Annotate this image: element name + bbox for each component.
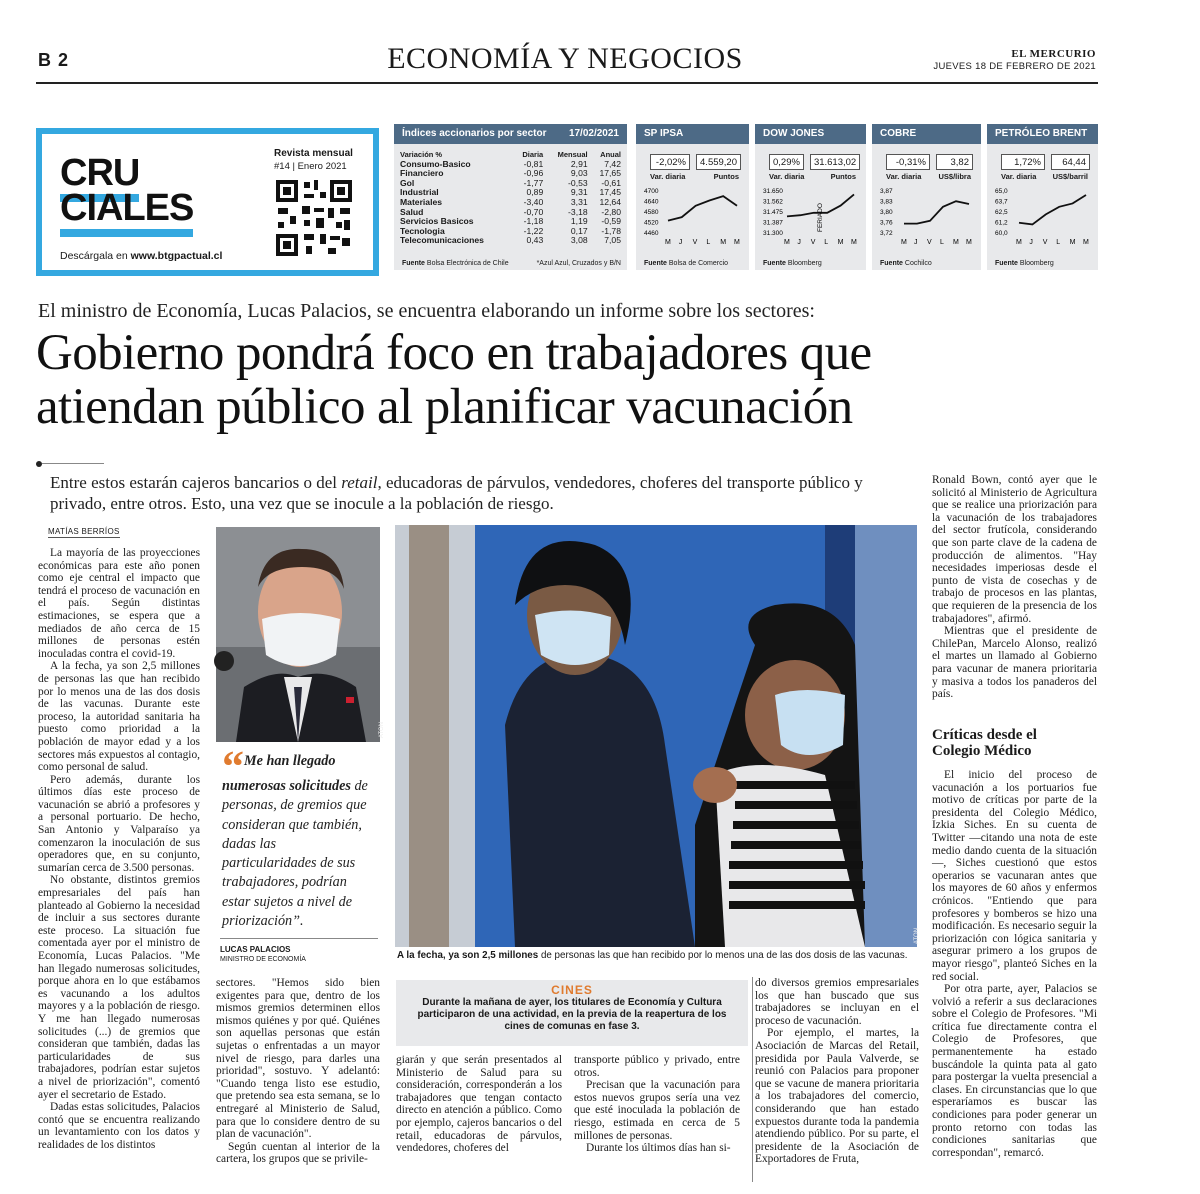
column-4 (574, 1054, 740, 1155)
market-daily-var: -0,31% (886, 154, 930, 170)
chart-y-tick: 4520 (644, 219, 659, 227)
photo-caption (397, 950, 922, 962)
market-source-label: Fuente (763, 260, 788, 267)
market-value-label: US$/libra (938, 172, 971, 181)
paragraph: Dadas estas solicitudes, Palacios contó que se encuentra realizando un levantamiento con los datos y realidades de los distintos (38, 1101, 200, 1151)
chart-y-tick: 3,83 (880, 198, 893, 206)
chart-y-tick: 62,5 (995, 209, 1008, 216)
paragraph: transporte público y privado, entre otros. (574, 1054, 740, 1079)
sector-value: -1,77 (523, 177, 544, 188)
chart-x-tick: M (966, 239, 972, 246)
chart-series-line (668, 196, 737, 221)
chart-y-tick: 4640 (644, 198, 659, 206)
sector-name: Tecnologia (400, 225, 445, 236)
vaccination-photo (395, 525, 920, 947)
chart-x-tick: L (940, 239, 944, 246)
chart-x-tick: J (914, 239, 918, 246)
column-2-text-b: Según cuentan al interior de la cartera, los grupos que se privile- (216, 1140, 380, 1166)
market-value: 4.559,20 (696, 154, 741, 170)
sector-value: -0,53 (568, 177, 588, 188)
chart-y-tick: 3,76 (880, 219, 893, 227)
quote-role: MINISTRO DE ECONOMÍA (220, 956, 306, 963)
headline-line1: Gobierno pondrá foco en trabajadores que (36, 325, 872, 381)
ad-magazine: Revista mensual (274, 148, 353, 159)
sector-table-header (394, 124, 627, 144)
market-daily-var: -2,02% (650, 154, 690, 170)
sector-value: -0,81 (523, 158, 544, 169)
market-var-label: Var. diaria (1001, 172, 1037, 181)
cines-title: CINES (551, 983, 593, 997)
sector-table-source (402, 260, 509, 267)
subhead-line1: Críticas desde el (932, 727, 1037, 743)
chart-x-tick: V (927, 239, 932, 246)
sector-col-header: Variación % (400, 150, 443, 159)
minister-photo (216, 527, 385, 742)
sector-value: -3,18 (568, 206, 588, 217)
article-lead (50, 472, 880, 514)
market-name: PETRÓLEO BRENT (987, 124, 1098, 144)
chart-x-tick: M (720, 239, 727, 246)
sector-value: 12,64 (599, 196, 621, 207)
chart-y-tick: 61,2 (995, 219, 1008, 227)
column-2 (216, 977, 380, 1166)
market-name: COBRE (872, 124, 981, 144)
market-name: DOW JONES (755, 124, 866, 144)
sector-value: 9,03 (570, 168, 588, 179)
caption-rest: de personas las que han recibido por lo menos una de las dos dosis de las vacunas. (538, 950, 908, 961)
paragraph: do diversos gremios empresariales los que han buscado que sus trabajadores se incluyan en el proceso de vacunación. (755, 977, 919, 1027)
lead-text-1: Entre estos estarán cajeros bancarios o del (50, 473, 342, 492)
market-source-name: Bloomberg (787, 260, 822, 267)
chart-x-tick: L (1056, 239, 1061, 246)
sector-value: -1,22 (523, 225, 544, 236)
chart-x-tick: J (678, 239, 683, 246)
paragraph: A la fecha, ya son 2,5 millones de personas las que han recibido por lo menos una de las dos dosis de las vacunas. Durante este proceso, la autoridad sanitaria ha puesto como prioridad a la población de mayor edad y a los sectores más expuestos al contagio, como personal de salud. (38, 660, 200, 774)
market-source-label: Fuente (880, 260, 905, 267)
chart-x-tick: M (1069, 239, 1076, 246)
market-daily-var: 0,29% (769, 154, 804, 170)
market-source-label: Fuente (995, 260, 1020, 267)
paragraph: Por otra parte, ayer, Palacios se volvió a referir a sus declaraciones sobre el Colegio de Profesores. "Mi crítica fue directamente contra el Colegio de Profesores, que permanentemente ha estado buscándole la quinta pata al gato para postergar la vuelta presencial a clases. En circunstancias que lo que esperaríamos es buscar las condiciones para poder generar un pronto retorno con todas las condiciones sanitarias que correspondan", remarcó. (932, 983, 1097, 1159)
sector-value: 3,08 (570, 235, 588, 246)
headline-line2: atiendan público al planificar vacunación (36, 379, 853, 435)
sector-table-grid (398, 150, 623, 246)
chart-x-tick: V (1042, 239, 1048, 246)
chart-y-tick: 4460 (644, 230, 659, 237)
paragraph: No obstante, distintos gremios empresariales del país han planteado al Gobierno la necesidad de incluir a sus sectores durante este proceso. La situación fue comentada ayer por el ministro de Economía, Lucas Palacios. "Me han llegado numerosas solicitudes, porque ahora en lo que estábamos es vacunando a los adultos mayores y a la población de riesgo. Y me han llegado numerosas solicitudes (...) de gremios que consideran que también, dadas las particularidades de sus trabajadores, podrían estar sujetos a nivel de priorización", comentó ayer el secretario de Estado. (38, 874, 200, 1101)
market-brent (987, 124, 1098, 270)
ad-banner[interactable] (36, 128, 379, 276)
chart-y-tick: 31.562 (763, 198, 783, 206)
sector-value: 7,42 (604, 158, 621, 169)
sector-value: -2,80 (601, 206, 621, 217)
market-value-label: US$/barril (1052, 172, 1088, 181)
chart-x-tick: V (692, 239, 698, 246)
paragraph: Por ejemplo, el martes, la Asociación de Marcas del Retail, presidida por Paula Valverde, se reunió con Palacios para proponer que se vacune de manera prioritaria a los trabajadores del comercio, considerando que han estado expuestos durante toda la pandemia atendiendo público. Por su parte, el presidente de la Asociación de Exportadores de Fruta, (755, 1027, 919, 1166)
column-5 (755, 977, 919, 1166)
market-value-label: Puntos (830, 172, 856, 181)
sector-name: Consumo-Basico (400, 158, 471, 169)
paragraph: La mayoría de las proyecciones económicas para este año ponen como eje central el impacto que tendrá el proceso de vacunación en el país. Según distintas estimaciones, se espera que a mediados de año cerca de 15 millones de personas estén inoculadas contra el covid-19. (38, 547, 200, 660)
chart-x-tick: M (665, 239, 671, 246)
market-source (763, 260, 822, 267)
market-dow-jones (755, 124, 866, 270)
quote-end: ”. (292, 913, 304, 930)
market-chart (636, 184, 749, 248)
market-var-label: Var. diaria (886, 172, 922, 181)
cines-text: Durante la mañana de ayer, los titulares de Economía y Cultura participaron de una actividad, en la previa de la reapertura de los cines de comunas en fase 3. (417, 997, 727, 1032)
chart-y-tick: 31.650 (763, 188, 783, 195)
market-chart (987, 184, 1098, 248)
lead-bullet (36, 461, 42, 467)
chart-x-tick: M (1083, 239, 1089, 246)
sector-name: Telecomunicaciones (400, 235, 484, 246)
ad-download-url[interactable]: www.btgpactual.cl (130, 250, 223, 262)
market-daily-var: 1,72% (1001, 154, 1045, 170)
sector-table-source-name: Bolsa Electrónica de Chile (426, 260, 509, 267)
chart-x-tick: M (851, 239, 857, 246)
chart-x-tick: M (901, 239, 907, 246)
section-title: ECONOMÍA Y NEGOCIOS (387, 42, 743, 75)
pull-quote (222, 742, 374, 931)
publication-name: EL MERCURIO (1011, 48, 1096, 60)
sector-name: Salud (400, 206, 424, 217)
lead-rule (42, 463, 104, 464)
column-6a (932, 474, 1097, 701)
column-1 (38, 547, 200, 1152)
sector-value: 17,65 (599, 168, 621, 179)
chart-x-tick: V (810, 239, 816, 246)
sector-value: 7,05 (604, 235, 621, 246)
market-value: 3,82 (936, 154, 973, 170)
market-value: 31.613,02 (810, 154, 860, 170)
chart-y-tick: 65,0 (995, 188, 1008, 195)
market-source-name: Bloomberg (1019, 260, 1054, 267)
market-copper (872, 124, 981, 270)
sector-table-note: *Azul Azul, Cruzados y B/N (536, 260, 621, 267)
column-2-text: sectores. "Hemos sido bien exigentes para que, dentro de los mismos gremios determinen ellos mismos quiénes y por qué. Quiénes son aquellas personas que están sujetas o enfrentadas a un mayor nivel de riesgo, para darles una prioridad", sostuvo. Y adelantó: "Cuando tenga listo ese estudio, que pretendo sea esta semana, se lo entregaré al Ministerio de Salud, para que lo considere dentro de su plan de vacunación". (216, 977, 380, 1141)
quote-rule (220, 938, 378, 939)
chart-x-tick: J (1029, 239, 1033, 246)
paragraph: Mientras que el presidente de ChilePan, Marcelo Alonso, realizó el martes un llamado al Gobierno para vacunar de manera prioritaria y masiva a todos los panaderos del país. (932, 625, 1097, 701)
sector-row (398, 198, 623, 208)
sector-row (398, 169, 623, 179)
chart-series-line (1019, 195, 1086, 224)
sector-value: -1,78 (601, 225, 621, 236)
article-kicker: El ministro de Economía, Lucas Palacios, se encuentra elaborando un informe sobre los sectores: (38, 300, 815, 322)
sector-name: Gol (400, 177, 415, 188)
chart-holiday-label: FERIADO (816, 203, 824, 232)
qr-code-icon[interactable] (274, 178, 354, 258)
chart-x-tick: M (953, 239, 959, 246)
sector-col-header: Mensual (557, 150, 588, 159)
chart-y-tick: 63,7 (995, 198, 1008, 206)
sector-value: 9,31 (570, 187, 588, 198)
paragraph: Durante los últimos días han si- (586, 1142, 731, 1155)
byline: MATÍAS BERRÍOS (48, 527, 120, 536)
sector-index-table (394, 124, 627, 270)
sector-value: 0,89 (526, 187, 544, 198)
paragraph: El inicio del proceso de vacunación a los portuarios fue motivo de críticas por parte de la presidenta del Colegio Médico, Izkia Siches. En su cuenta de Twitter —citando una nota de este medio dando cuenta de la situación—, Siches cuestionó que estos operarios se vacunaran antes que los mayores de 60 años y enfermos crónicos. "Entiendo que para profesores y bomberos se hizo una modificación. Es necesario seguir la priorización con lógica sanitaria y asegurar primero a los grupos de mayor riesgo", planteó Siches en la red social. (932, 769, 1097, 983)
market-var-label: Var. diaria (769, 172, 805, 181)
column-3-text: giarán y que serán presentados al Ministerio de Salud para su consideración, corresponderán a los trabajadores que tengan contacto directo en atención a público. Como por ejemplo, cajeros bancarios o del retail, educadoras de párvulos, vendedores, choferes del (396, 1054, 562, 1155)
chart-x-tick: L (706, 239, 711, 246)
sector-value: -1,18 (523, 216, 544, 227)
chart-y-tick: 3,80 (880, 209, 893, 216)
vaccination-photo-credit: ATON (913, 927, 920, 945)
subhead-line2: Colegio Médico (932, 743, 1032, 759)
sector-row (398, 236, 623, 246)
sector-name: Materiales (400, 196, 443, 207)
chart-x-tick: M (784, 239, 790, 246)
market-value: 64,44 (1051, 154, 1090, 170)
sector-col-header: Anual (600, 150, 621, 159)
chart-y-tick: 31.387 (763, 219, 783, 227)
sector-value: 17,45 (599, 187, 621, 198)
sector-value: -0,96 (523, 168, 544, 179)
chart-x-tick: M (1016, 239, 1022, 246)
market-source (644, 260, 728, 267)
ad-logo (60, 152, 194, 229)
chart-y-tick: 3,72 (880, 230, 893, 237)
cines-rule (752, 977, 753, 1182)
sector-value: 1,19 (570, 216, 588, 227)
chart-series-line (904, 201, 969, 223)
chart-y-tick: 3,87 (880, 188, 893, 195)
quote-mark-icon: “ (222, 742, 244, 791)
ad-logo-line2: CIALES (60, 187, 193, 237)
market-value-label: Puntos (713, 172, 739, 181)
sector-table-source-label: Fuente (402, 260, 425, 267)
chart-y-tick: 60,0 (995, 230, 1008, 237)
chart-x-tick: M (734, 239, 740, 246)
paragraph: Precisan que la vacunación para estos nuevos grupos sería una vez que esté inoculada la población de riesgo, estimada en cerca de 5 millones de personas. (574, 1079, 740, 1142)
ad-issue: #14 | Enero 2021 (274, 161, 347, 172)
header-rule (36, 82, 1098, 84)
market-source-label: Fuente (644, 260, 669, 267)
chart-x-tick: J (797, 239, 801, 246)
market-chart (872, 184, 981, 248)
column-3 (396, 1054, 562, 1155)
market-var-label: Var. diaria (650, 172, 686, 181)
article-headline (36, 326, 872, 434)
subhead (932, 727, 1037, 759)
sector-value: -0,61 (601, 177, 621, 188)
quote-rest: de personas, de gremios que consideran que también, dadas las particularidades de sus trabajadores, podrían estar sujetos a nivel de priorización (222, 778, 368, 930)
market-source (880, 260, 932, 267)
issue-date: JUEVES 18 DE FEBRERO DE 2021 (933, 61, 1096, 72)
market-source (995, 260, 1054, 267)
cines-box (396, 980, 748, 1046)
market-ipsa (636, 124, 749, 270)
paragraph: Ronald Bown, contó ayer que le solicitó al Ministerio de Agricultura que se realice una priorización para la vacunación de los trabajadores del sector frutícola, considerando que son parte clave de la cadena de producción de alimentos. "Hay necesidades imperiosas desde el punto de vista de cosechas y de trabajo de procesos en las plantas, que requieren de la presencia de los trabajadores", afirmó. (932, 474, 1097, 625)
ad-download (60, 250, 222, 262)
sector-name: Industrial (400, 187, 439, 198)
minister-photo-credit: ATON (378, 721, 385, 739)
sector-table-title: Índices accionarios por sector (402, 128, 547, 139)
chart-y-tick: 31.300 (763, 230, 783, 237)
chart-y-tick: 4700 (644, 188, 659, 195)
page-number: B 2 (38, 50, 70, 70)
sector-value: 2,91 (570, 158, 588, 169)
sector-name: Financiero (400, 168, 444, 179)
market-chart (755, 184, 866, 248)
ad-download-prefix: Descárgala en (60, 250, 131, 262)
market-source-name: Bolsa de Comercio (668, 260, 729, 267)
sector-col-header: Diaria (522, 150, 544, 159)
sector-value: -3,40 (523, 196, 544, 207)
quote-author: LUCAS PALACIOS (220, 945, 291, 954)
chart-y-tick: 31.475 (763, 209, 783, 216)
chart-x-tick: L (824, 239, 829, 246)
ad-logo-line1: CRU (60, 152, 139, 202)
quote-bold: Me han llegado numerosas solicitudes (222, 753, 351, 794)
paragraph: Pero además, durante los últimos días este proceso de vacunación se abrió a profesores y a personal portuario. De hecho, San Antonio y Valparaíso ya comenzaron la inoculación de sus operadores que, en su conjunto, sumarían cerca de 3.500 personas. (38, 773, 200, 874)
sector-value: -0,59 (601, 216, 621, 227)
sector-table-date: 17/02/2021 (568, 128, 619, 139)
sector-value: 0,17 (570, 225, 588, 236)
sector-value: 3,31 (570, 196, 588, 207)
sector-value: 0,43 (526, 235, 544, 246)
chart-y-tick: 4580 (644, 209, 659, 216)
market-source-name: Cochilco (904, 260, 932, 267)
market-name: SP IPSA (636, 124, 749, 144)
sector-value: -0,70 (523, 206, 544, 217)
sector-name: Servicios Basicos (400, 216, 474, 227)
caption-bold: A la fecha, ya son 2,5 millones (397, 950, 539, 961)
lead-text-2: , educadoras de párvulos, vendedores, choferes del transporte público y privado, entre otros. Esto, una vez que se inocule a la población de riesgo. (50, 473, 863, 513)
column-6b (932, 769, 1097, 1159)
lead-text-italic: retail (341, 473, 378, 492)
chart-x-tick: M (837, 239, 844, 246)
